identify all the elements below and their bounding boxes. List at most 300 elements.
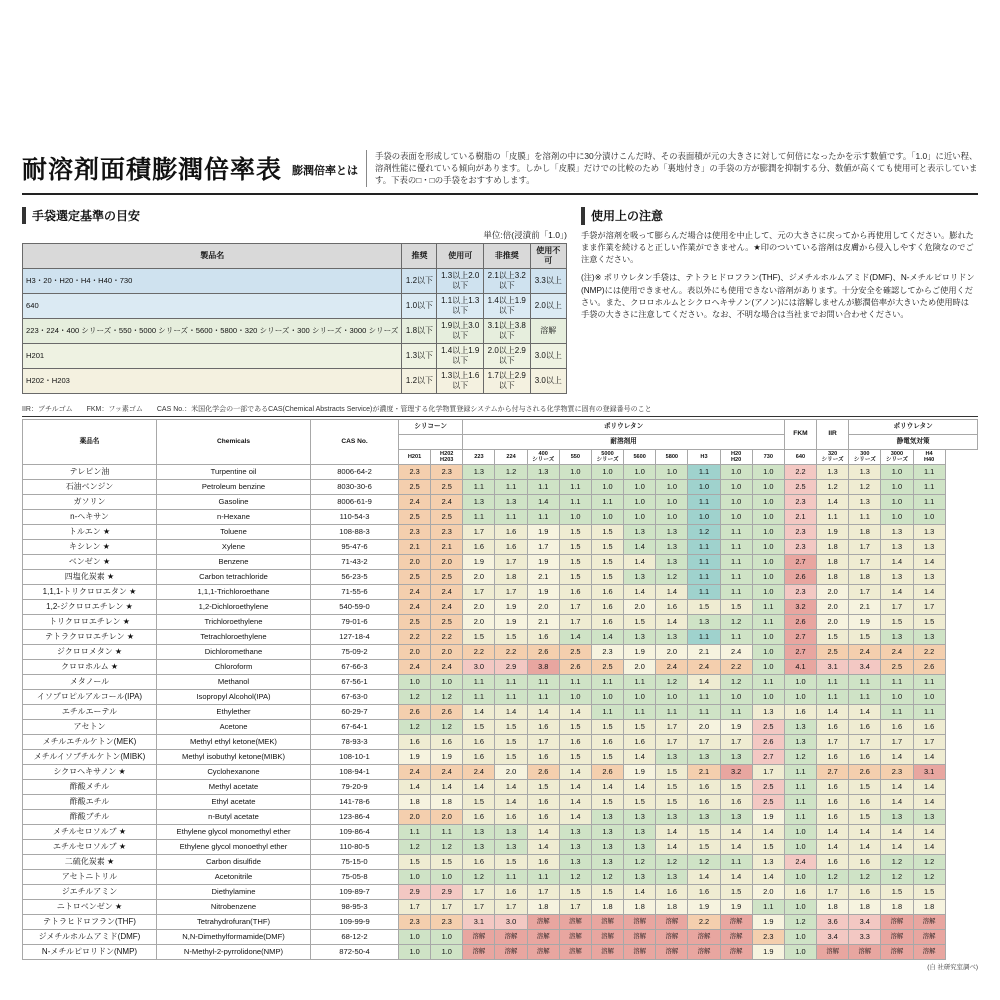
swelling-value: 1.5 (688, 839, 720, 854)
criteria-cell: 1.4以上1.9以下 (484, 293, 531, 318)
chemical-name-en: Isopropyl Alcohol(IPA) (157, 689, 311, 704)
cas-number: 109-86-4 (311, 824, 399, 839)
chemical-name-jp: アセトン (23, 719, 157, 734)
swelling-value: 1.1 (591, 494, 623, 509)
swelling-value: 1.1 (817, 509, 849, 524)
swelling-value: 1.0 (399, 674, 431, 689)
swelling-value: 2.0 (463, 569, 495, 584)
col-header-product-16: H4 H40 (913, 449, 945, 464)
swelling-value: 1.0 (752, 644, 784, 659)
swelling-value: 1.0 (784, 824, 816, 839)
cas-number: 78-93-3 (311, 734, 399, 749)
col-header-product-12: 640 (784, 449, 816, 464)
swelling-value: 1.9 (720, 719, 752, 734)
swelling-value: 1.6 (591, 584, 623, 599)
swelling-value: 1.6 (656, 599, 688, 614)
cas-number: 79-20-9 (311, 779, 399, 794)
swelling-value: 1.7 (495, 584, 527, 599)
swelling-value: 1.0 (720, 509, 752, 524)
swelling-value: 1.4 (527, 824, 559, 839)
swelling-value: 1.8 (881, 899, 913, 914)
swelling-value: 1.5 (913, 614, 945, 629)
swelling-value: 1.1 (463, 509, 495, 524)
swelling-value: 2.1 (431, 539, 463, 554)
cas-number: 109-99-9 (311, 914, 399, 929)
swelling-value: 3.4 (817, 929, 849, 944)
col-header-product-1: H202 H203 (431, 449, 463, 464)
swelling-value: 2.3 (784, 524, 816, 539)
swelling-value: 1.4 (495, 794, 527, 809)
swelling-value: 1.9 (527, 524, 559, 539)
chemical-name-jp: n‐ヘキサン (23, 509, 157, 524)
swelling-value: 2.2 (913, 644, 945, 659)
swelling-value: 3.0 (495, 914, 527, 929)
chemical-name-jp: ジメチルホルムアミド(DMF) (23, 929, 157, 944)
chemical-name-jp: 1,2-ジクロロエチレン ★ (23, 599, 157, 614)
swelling-value: 1.4 (399, 779, 431, 794)
cas-number: 108-88-3 (311, 524, 399, 539)
table-row (23, 659, 978, 674)
swelling-value: 1.4 (591, 629, 623, 644)
swelling-value: 1.1 (688, 584, 720, 599)
swelling-value: 3.1 (463, 914, 495, 929)
swelling-value: 1.7 (849, 584, 881, 599)
swelling-value: 溶解 (720, 914, 752, 929)
swelling-value: 1.5 (656, 794, 688, 809)
swelling-value: 2.4 (399, 659, 431, 674)
chemical-name-jp: ジエチルアミン (23, 884, 157, 899)
swelling-value: 1.0 (431, 944, 463, 959)
swelling-value: 1.6 (688, 779, 720, 794)
chemical-name-jp: クロロホルム ★ (23, 659, 157, 674)
swelling-value: 1.3 (656, 524, 688, 539)
swelling-value: 3.2 (784, 599, 816, 614)
swelling-value: 1.1 (624, 674, 656, 689)
table-row (23, 854, 978, 869)
swelling-value: 2.1 (527, 614, 559, 629)
swelling-value: 1.6 (817, 719, 849, 734)
swelling-value: 1.2 (431, 689, 463, 704)
table-row (23, 599, 978, 614)
swelling-value: 1.1 (752, 899, 784, 914)
swelling-value: 1.0 (881, 479, 913, 494)
table-row (23, 929, 978, 944)
swelling-value: 1.0 (720, 689, 752, 704)
swelling-value: 2.4 (431, 659, 463, 674)
chemical-name-jp: メチルセロソルブ ★ (23, 824, 157, 839)
swelling-value: 1.0 (913, 509, 945, 524)
swelling-value: 1.6 (591, 734, 623, 749)
swelling-value: 2.6 (559, 659, 591, 674)
table-footnote: (自 社研究室調べ) (927, 963, 978, 971)
swelling-value: 1.1 (527, 674, 559, 689)
swelling-value: 1.7 (688, 734, 720, 749)
swelling-value: 2.0 (495, 764, 527, 779)
swelling-value: 1.5 (656, 779, 688, 794)
criteria-cell: 3.1以上3.8以下 (484, 318, 531, 343)
swelling-value: 1.4 (591, 779, 623, 794)
swelling-value: 1.2 (817, 869, 849, 884)
swelling-value: 1.0 (656, 494, 688, 509)
swelling-value: 1.0 (752, 494, 784, 509)
swelling-value: 1.9 (463, 554, 495, 569)
swelling-value: 1.4 (881, 554, 913, 569)
swelling-value: 溶解 (881, 929, 913, 944)
swelling-value: 2.3 (591, 644, 623, 659)
swelling-value: 溶解 (527, 929, 559, 944)
swelling-value: 1.4 (431, 779, 463, 794)
swelling-value: 1.8 (817, 554, 849, 569)
swelling-value: 1.3 (656, 554, 688, 569)
swelling-value: 2.3 (399, 914, 431, 929)
swelling-value: 2.5 (399, 614, 431, 629)
swelling-value: 1.4 (881, 749, 913, 764)
swelling-value: 1.6 (913, 719, 945, 734)
swelling-value: 1.3 (624, 809, 656, 824)
swelling-value: 1.6 (849, 854, 881, 869)
swelling-value: 1.9 (817, 524, 849, 539)
swelling-value: 1.3 (656, 809, 688, 824)
swelling-value: 1.6 (817, 794, 849, 809)
swelling-value: 1.9 (527, 584, 559, 599)
swelling-value: 1.3 (591, 809, 623, 824)
criteria-row-name: H201 (23, 343, 402, 368)
swelling-value: 1.0 (752, 524, 784, 539)
swelling-value: 2.0 (399, 809, 431, 824)
swelling-value: 1.7 (752, 764, 784, 779)
caution-text-2: (注)※ ポリウレタン手袋は、テトラヒドロフラン(THF)、ジメチルホルムアミド(DMF)、N-メチルピロリドン(NMP)には使用できません。表以外にも使用できない溶剤があります。十分安全を確認してからご使用ください。また、クロロホルムとシクロヘキサノン(アノン)には溶解しませんが膨潤倍率が大きいため使用時は手袋の大きさに注意してください。なお、不明な場合は当社までお問い合わせください。 (581, 273, 975, 320)
swelling-value: 1.4 (849, 704, 881, 719)
swelling-value: 1.7 (527, 734, 559, 749)
table-row (23, 368, 567, 393)
swelling-value: 溶解 (559, 929, 591, 944)
swelling-value: 溶解 (881, 944, 913, 959)
swelling-value: 1.2 (591, 869, 623, 884)
swelling-value: 1.3 (688, 809, 720, 824)
swelling-value: 1.7 (463, 524, 495, 539)
swelling-value: 1.0 (752, 584, 784, 599)
swelling-value: 1.6 (720, 794, 752, 809)
swelling-value: 1.1 (591, 704, 623, 719)
criteria-cell: 1.3以上1.6以下 (437, 368, 484, 393)
swelling-value: 1.2 (849, 869, 881, 884)
swelling-value: 1.6 (527, 629, 559, 644)
swelling-value: 1.0 (656, 509, 688, 524)
swelling-value: 1.2 (720, 674, 752, 689)
criteria-cell: 3.0以上 (530, 343, 566, 368)
swelling-value: 1.3 (881, 809, 913, 824)
swelling-value: 2.5 (399, 479, 431, 494)
swelling-value: 1.1 (688, 569, 720, 584)
swelling-value: 1.5 (656, 764, 688, 779)
swelling-value: 1.1 (495, 689, 527, 704)
swelling-value: 1.1 (881, 704, 913, 719)
swelling-value: 1.7 (817, 884, 849, 899)
swelling-value: 1.5 (591, 719, 623, 734)
swelling-value: 1.0 (559, 509, 591, 524)
swelling-value: 1.0 (559, 689, 591, 704)
chemical-name-jp: 酢酸エチル (23, 794, 157, 809)
swelling-value: 1.1 (913, 479, 945, 494)
swelling-value: 1.2 (688, 524, 720, 539)
cas-number: 71-43-2 (311, 554, 399, 569)
swelling-value: 2.7 (817, 764, 849, 779)
swelling-value: 1.2 (849, 479, 881, 494)
swelling-value: 1.0 (752, 509, 784, 524)
swelling-value: 1.4 (913, 749, 945, 764)
cas-number: 98-95-3 (311, 899, 399, 914)
swelling-value: 1.0 (624, 494, 656, 509)
swelling-value: 1.2 (624, 854, 656, 869)
swelling-value: 1.3 (559, 854, 591, 869)
swelling-value: 1.4 (913, 794, 945, 809)
swelling-value: 2.3 (784, 494, 816, 509)
swelling-value: 1.7 (720, 734, 752, 749)
table-row (23, 343, 567, 368)
swelling-value: 1.5 (591, 539, 623, 554)
swelling-value: 1.1 (688, 539, 720, 554)
chemical-name-en: Ethylene glycol monomethyl ether (157, 824, 311, 839)
table-row (23, 554, 978, 569)
chemical-name-en: Turpentine oil (157, 464, 311, 479)
table-row (23, 914, 978, 929)
swelling-value: 1.0 (688, 509, 720, 524)
swelling-value: 2.4 (881, 644, 913, 659)
swelling-value: 1.0 (656, 689, 688, 704)
table-row (23, 614, 978, 629)
criteria-col-not-recommended: 非推奨 (484, 243, 531, 268)
swelling-value: 1.3 (656, 869, 688, 884)
swelling-value: 1.7 (527, 884, 559, 899)
chemical-name-en: 1,2-Dichloroethylene (157, 599, 311, 614)
swelling-value: 1.3 (784, 734, 816, 749)
swelling-value: 1.3 (624, 824, 656, 839)
group-silicone-sub (399, 434, 463, 449)
swelling-value: 1.1 (913, 464, 945, 479)
chemical-name-en: Acetonitrile (157, 869, 311, 884)
swelling-value: 2.5 (431, 614, 463, 629)
swelling-value: 2.2 (720, 659, 752, 674)
table-row (23, 293, 567, 318)
swelling-value: 2.6 (527, 644, 559, 659)
swelling-value: 1.3 (559, 824, 591, 839)
table-row (23, 464, 978, 479)
chemical-name-jp: 石油ベンジン (23, 479, 157, 494)
swelling-value: 1.6 (688, 884, 720, 899)
caution-text-1: 手袋が溶剤を吸って膨らんだ場合は使用を中止して、元の大きさに戻ってから再使用してください。膨れたまま作業を続けると正しい作業ができません。★印のついている溶剤は皮膚から侵入しやすく危険なのでご注意ください。 (581, 230, 974, 265)
swelling-value: 1.3 (752, 854, 784, 869)
cas-number: 67-66-3 (311, 659, 399, 674)
swelling-value: 溶解 (591, 944, 623, 959)
swelling-value: 1.0 (784, 839, 816, 854)
swelling-value: 1.1 (527, 509, 559, 524)
cas-number: 108-94-1 (311, 764, 399, 779)
cas-number: 872-50-4 (311, 944, 399, 959)
swelling-value: 1.3 (688, 749, 720, 764)
swelling-value: 2.5 (817, 644, 849, 659)
swelling-value: 2.0 (463, 614, 495, 629)
swelling-value: 1.2 (913, 854, 945, 869)
swelling-value: 1.0 (720, 494, 752, 509)
swelling-value: 1.9 (752, 944, 784, 959)
swelling-value: 2.0 (399, 554, 431, 569)
swelling-value: 溶解 (463, 944, 495, 959)
swelling-value: 溶解 (495, 944, 527, 959)
swelling-value: 1.2 (720, 614, 752, 629)
criteria-col-usable: 使用可 (437, 243, 484, 268)
swelling-value: 2.3 (784, 539, 816, 554)
chemical-name-jp: アセトニトリル (23, 869, 157, 884)
swelling-value: 1.9 (495, 599, 527, 614)
criteria-header-row (23, 243, 567, 268)
chemical-name-en: Benzene (157, 554, 311, 569)
swelling-value: 1.9 (624, 764, 656, 779)
swelling-value: 2.4 (849, 644, 881, 659)
swelling-value: 1.3 (688, 614, 720, 629)
swelling-value: 2.4 (431, 494, 463, 509)
swelling-value: 2.7 (784, 554, 816, 569)
swelling-value: 1.1 (720, 704, 752, 719)
swelling-value: 1.1 (784, 794, 816, 809)
criteria-cell: 1.3以上2.0以下 (437, 268, 484, 293)
col-header-name-jp: 薬品名 (23, 419, 157, 464)
swelling-value: 1.5 (463, 629, 495, 644)
swelling-value: 1.4 (817, 704, 849, 719)
swelling-value: 1.5 (463, 719, 495, 734)
chemical-name-en: Methyl acetate (157, 779, 311, 794)
swelling-value: 2.3 (431, 524, 463, 539)
swelling-value: 1.1 (817, 689, 849, 704)
swelling-value: 溶解 (881, 914, 913, 929)
swelling-value: 2.4 (399, 584, 431, 599)
swelling-value: 2.0 (431, 644, 463, 659)
datasheet (22, 150, 978, 971)
swelling-value: 1.6 (656, 884, 688, 899)
swelling-value: 1.1 (720, 569, 752, 584)
swelling-value: 1.1 (431, 824, 463, 839)
swelling-value: 1.3 (624, 839, 656, 854)
swelling-value: 1.6 (817, 809, 849, 824)
cas-number: 68-12-2 (311, 929, 399, 944)
group-polyurethane: ポリウレタン (463, 419, 785, 434)
swelling-value: 1.2 (656, 569, 688, 584)
swelling-value: 1.4 (559, 794, 591, 809)
col-header-product-5: 550 (559, 449, 591, 464)
swelling-value: 2.5 (399, 509, 431, 524)
swelling-value: 1.0 (784, 929, 816, 944)
cas-number: 141-78-6 (311, 794, 399, 809)
swelling-value: 2.0 (399, 644, 431, 659)
swelling-value: 1.1 (720, 584, 752, 599)
swelling-value: 1.5 (495, 734, 527, 749)
swelling-value: 1.4 (656, 824, 688, 839)
swelling-value: 1.4 (495, 704, 527, 719)
chemical-name-en: Carbon disulfide (157, 854, 311, 869)
swelling-value: 1.7 (913, 734, 945, 749)
swelling-value: 溶解 (688, 929, 720, 944)
swelling-value: 1.5 (720, 599, 752, 614)
swelling-value: 2.1 (688, 644, 720, 659)
swelling-value: 1.4 (849, 839, 881, 854)
cas-number: 95-47-6 (311, 539, 399, 554)
table-row (23, 719, 978, 734)
swelling-value: 1.1 (784, 764, 816, 779)
swelling-value: 2.3 (399, 464, 431, 479)
criteria-cell: 1.3以下 (402, 343, 437, 368)
swelling-value: 1.3 (463, 464, 495, 479)
swelling-value: 2.2 (688, 914, 720, 929)
swelling-value: 1.3 (913, 809, 945, 824)
chemical-name-jp: テトラヒドロフラン(THF) (23, 914, 157, 929)
swelling-value: 1.6 (463, 539, 495, 554)
chemical-name-jp: 二硫化炭素 ★ (23, 854, 157, 869)
criteria-cell: 3.0以上 (530, 368, 566, 393)
table-row (23, 494, 978, 509)
chemical-name-jp: ガソリン (23, 494, 157, 509)
swelling-value: 1.4 (817, 839, 849, 854)
col-header-product-11: 730 (752, 449, 784, 464)
swelling-value: 2.5 (431, 569, 463, 584)
swelling-value: 1.4 (656, 584, 688, 599)
swelling-value: 2.4 (431, 764, 463, 779)
swelling-value: 1.5 (624, 719, 656, 734)
swelling-value: 2.5 (399, 569, 431, 584)
swelling-value: 2.6 (591, 764, 623, 779)
table-row (23, 524, 978, 539)
swelling-value: 2.0 (624, 659, 656, 674)
swelling-value: 1.4 (752, 869, 784, 884)
swelling-value: 溶解 (624, 914, 656, 929)
swelling-value: 1.4 (881, 824, 913, 839)
swelling-value: 2.3 (431, 914, 463, 929)
swelling-value: 1.6 (527, 809, 559, 824)
swelling-value: 1.1 (849, 689, 881, 704)
chemical-name-en: Methyl isobuthyl ketone(MIBK) (157, 749, 311, 764)
swelling-value: 3.6 (817, 914, 849, 929)
swelling-value: 1.8 (591, 899, 623, 914)
col-header-cas: CAS No. (311, 419, 399, 464)
chemical-name-en: Petroleum benzine (157, 479, 311, 494)
swelling-value: 1.5 (720, 779, 752, 794)
swelling-value: 1.6 (495, 539, 527, 554)
swelling-value: 1.2 (656, 674, 688, 689)
chemical-name-jp: ニトロベンゼン ★ (23, 899, 157, 914)
swelling-value: 1.2 (399, 839, 431, 854)
group-silicone: シリコーン (399, 419, 463, 434)
swelling-value: 1.1 (463, 479, 495, 494)
swelling-value: 1.1 (399, 824, 431, 839)
swelling-value: 1.3 (591, 824, 623, 839)
swelling-value: 1.6 (495, 884, 527, 899)
chemical-name-jp: N‐メチルピロリドン(NMP) (23, 944, 157, 959)
chemical-name-jp: トルエン ★ (23, 524, 157, 539)
swelling-ratio-table (22, 419, 978, 960)
cas-number: 56-23-5 (311, 569, 399, 584)
swelling-value: 1.5 (591, 794, 623, 809)
swelling-value: 1.5 (559, 569, 591, 584)
swelling-value: 1.9 (688, 899, 720, 914)
table-row (23, 869, 978, 884)
swelling-value: 1.3 (881, 569, 913, 584)
swelling-value: 1.0 (881, 464, 913, 479)
swelling-value: 1.4 (849, 824, 881, 839)
swelling-value: 1.6 (817, 854, 849, 869)
col-header-product-15: 3000 シリーズ (881, 449, 913, 464)
table-row (23, 824, 978, 839)
swelling-value: 1.7 (463, 584, 495, 599)
caution-title: 使用上の注意 (581, 207, 977, 225)
swelling-value: 1.9 (752, 914, 784, 929)
